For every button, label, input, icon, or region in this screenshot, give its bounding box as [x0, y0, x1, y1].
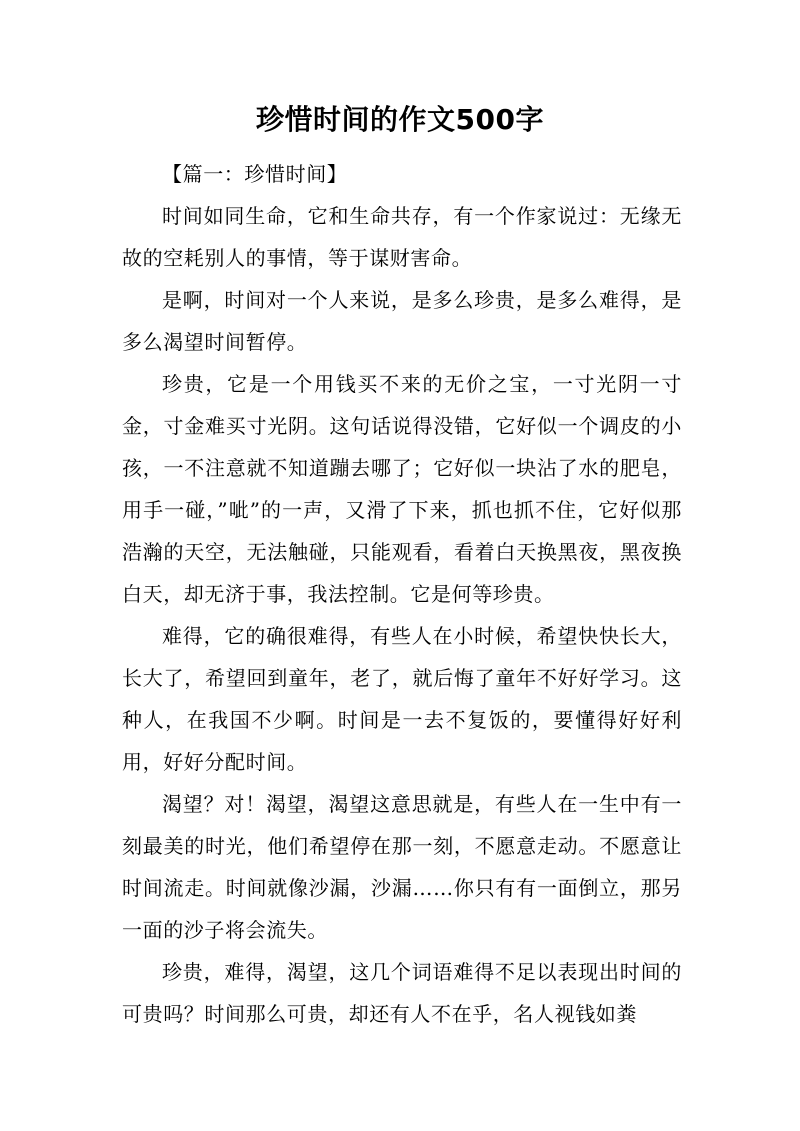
- document-body: [122, 153, 682, 1035]
- document-title: 珍惜时间的作文500字: [256, 103, 544, 136]
- paragraph-6: 珍贵，难得，渴望，这几个词语难得不足以表现出时间的可贵吗？时间那么可贵，却还有人不在乎，名人视钱如粪: [122, 960, 682, 1026]
- paragraph-4: 难得，它的确很难得，有些人在小时候，希望快快长大，长大了，希望回到童年，老了，就后悔了童年不好好学习。这种人，在我国不少啊。时间是一去不复饭的，要懂得好好利用，好好分配时间。: [122, 624, 682, 774]
- section-heading: 【篇一：珍惜时间】: [162, 162, 348, 186]
- paragraph-2: 是啊，时间对一个人来说，是多么珍贵，是多么难得，是多么渴望时间暂停。: [122, 288, 682, 354]
- paragraph-5: 渴望？对！渴望，渴望这意思就是，有些人在一生中有一刻最美的时光，他们希望停在那一刻，不愿意走动。不愿意让时间流走。时间就像沙漏，沙漏……你只有有一面倒立，那另一面的沙子将会流失。: [122, 792, 682, 942]
- paragraph-3: 珍贵，它是一个用钱买不来的无价之宝，一寸光阴一寸金，寸金难买寸光阴。这句话说得没错，它好似一个调皮的小孩，一不注意就不知道蹦去哪了；它好似一块沾了水的肥皂，用手一碰，”呲”的一声，又滑了下来，抓也抓不住，它好似那浩瀚的天空，无法触碰，只能观看，看着白天换黑夜，黑夜换白天，却无济于事，我法控制。它是何等珍贵。: [122, 372, 682, 606]
- paragraph-1: 时间如同生命，它和生命共存，有一个作家说过：无缘无故的空耗别人的事情，等于谋财害命。: [122, 204, 682, 270]
